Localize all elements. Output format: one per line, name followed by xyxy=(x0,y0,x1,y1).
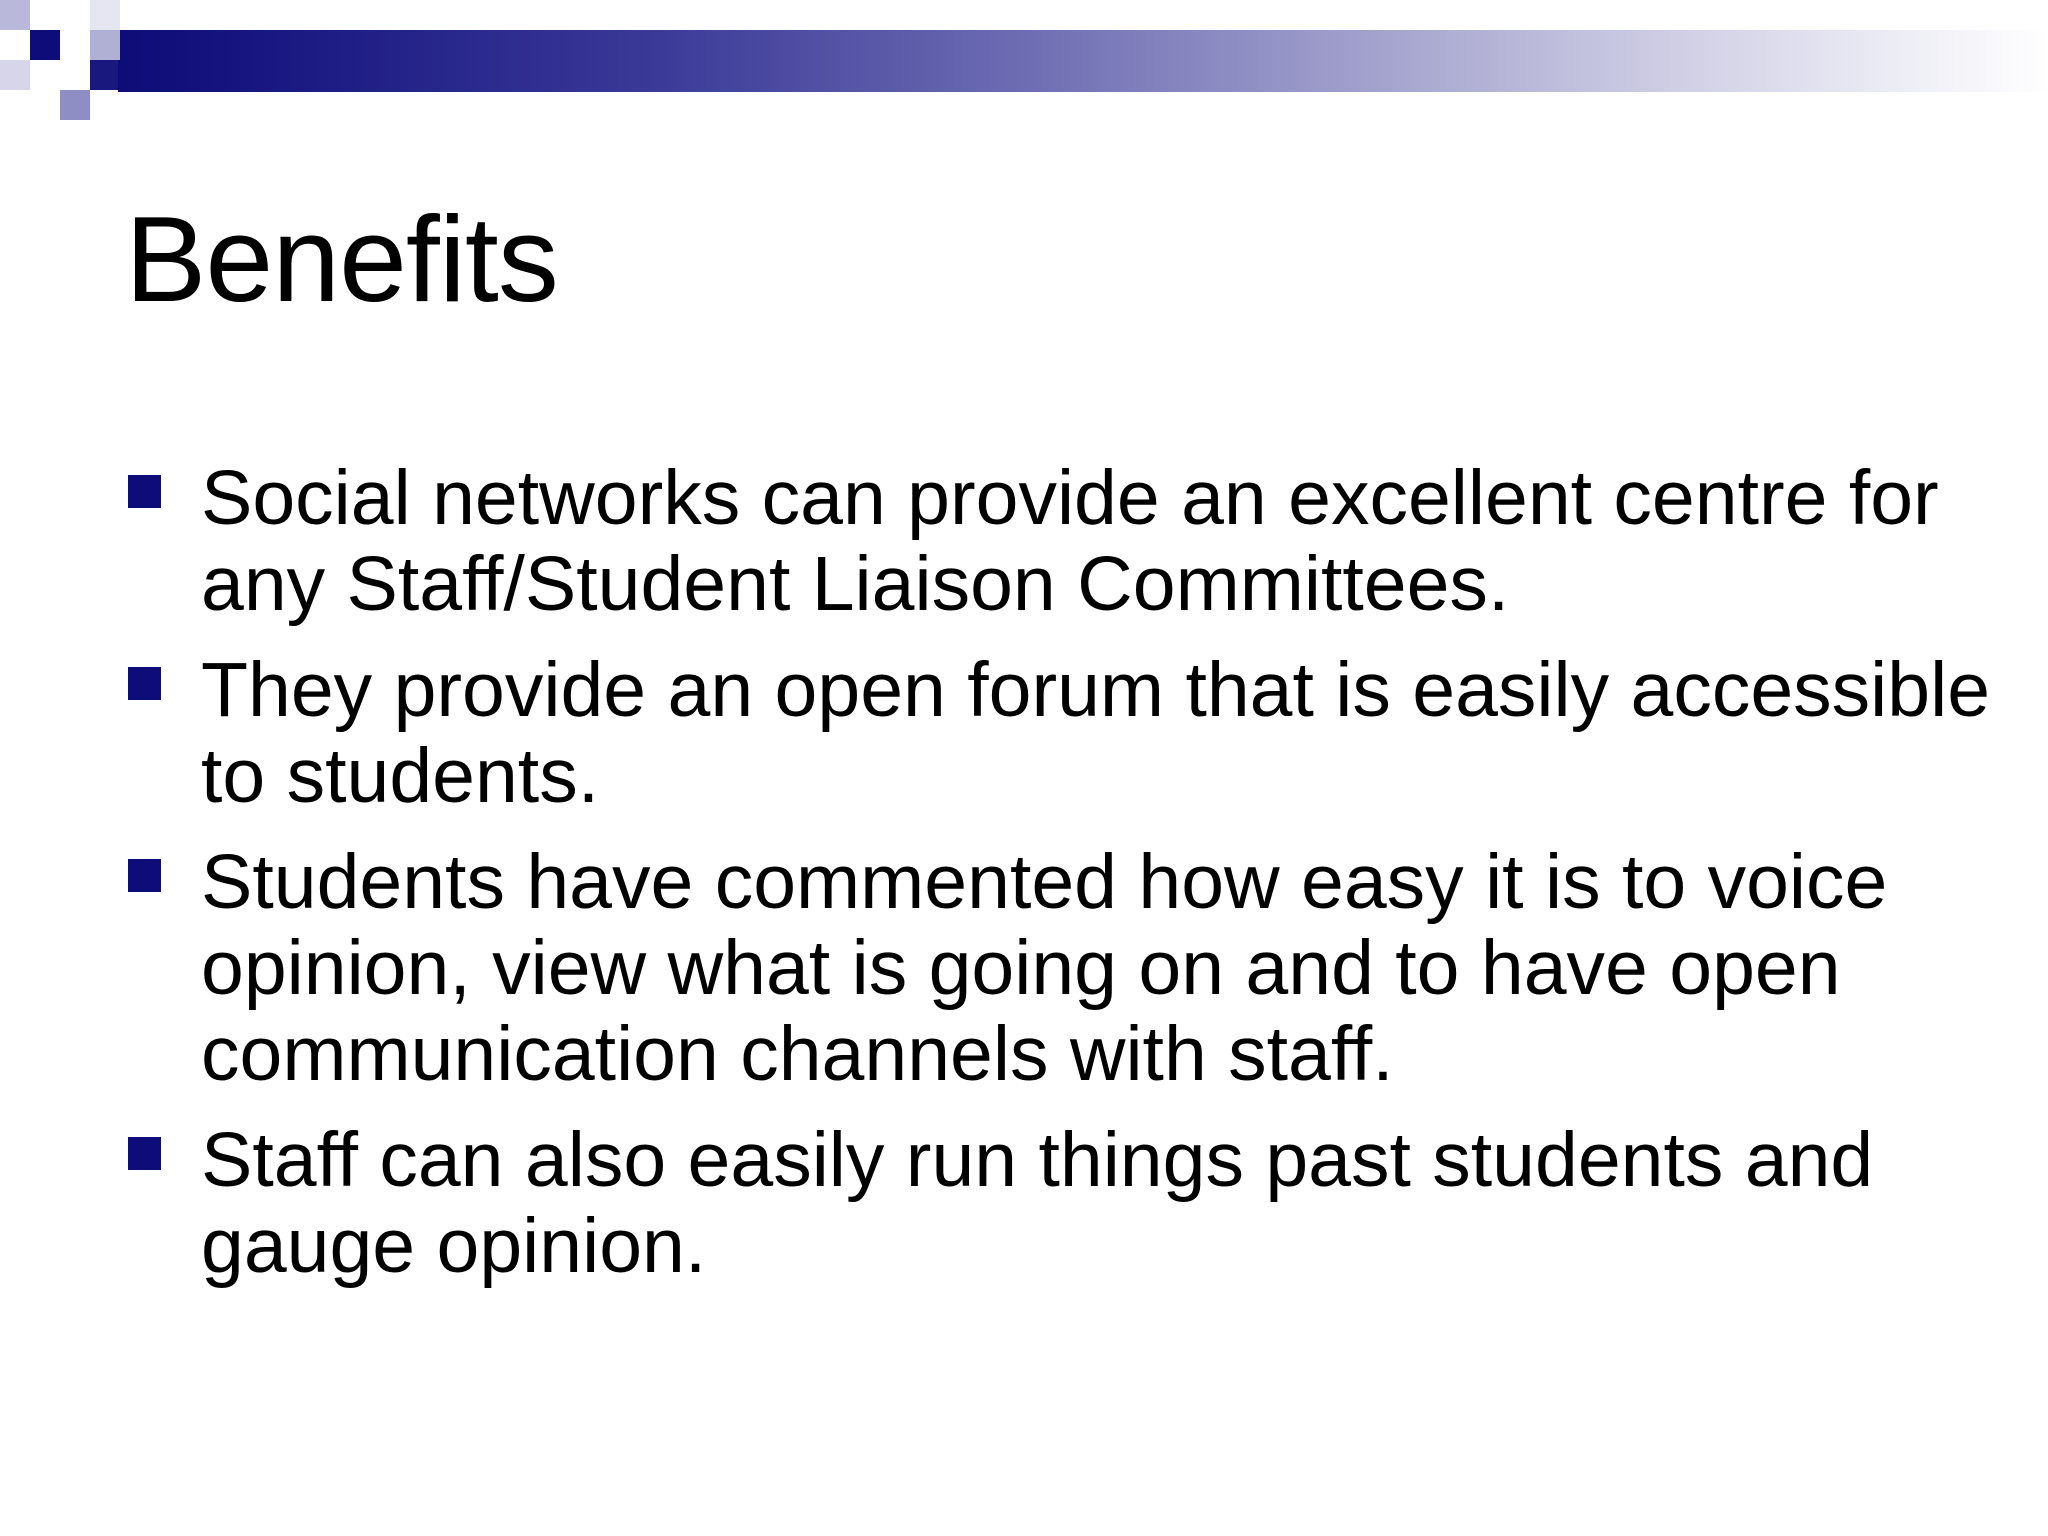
decorative-square xyxy=(30,30,60,60)
square-bullet-icon xyxy=(128,859,161,892)
square-bullet-icon xyxy=(128,667,161,700)
header-gradient-bar xyxy=(118,30,2048,92)
bullet-text: Social networks can provide an excellent centre for any Staff/Student Liaison Committees. xyxy=(201,455,1939,627)
bullet-text: Staff can also easily run things past students and gauge opinion. xyxy=(201,1117,1874,1289)
slide-title: Benefits xyxy=(125,191,558,327)
decorative-square xyxy=(60,60,90,90)
bullet-list xyxy=(125,455,2015,1309)
square-bullet-icon xyxy=(128,475,161,508)
decorative-square xyxy=(0,60,30,90)
bullet-item xyxy=(125,839,2015,1097)
decorative-square xyxy=(30,90,60,120)
decorative-square xyxy=(0,0,30,30)
decorative-square xyxy=(90,60,120,90)
bullet-item xyxy=(125,647,2015,819)
bullet-item xyxy=(125,455,2015,627)
decorative-square xyxy=(90,0,120,30)
bullet-item xyxy=(125,1117,2015,1289)
bullet-text: They provide an open forum that is easily accessible to students. xyxy=(201,647,1991,819)
square-bullet-icon xyxy=(128,1137,161,1170)
decorative-square xyxy=(90,30,120,60)
decorative-square xyxy=(60,0,90,30)
bullet-text: Students have commented how easy it is to voice opinion, view what is going on and to have open communication channels with staff. xyxy=(201,839,1888,1097)
decorative-square xyxy=(60,90,90,120)
